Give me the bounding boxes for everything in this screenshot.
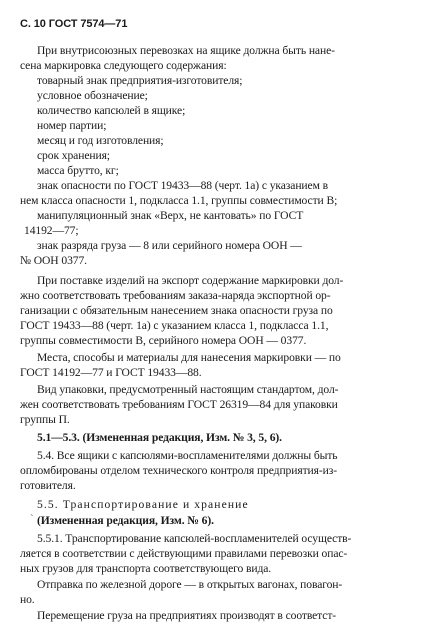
text-line: знак опасности по ГОСТ 19433—88 (черт. 1а) с указанием в [37, 179, 328, 192]
text-line: Отправка по железной дороге — в открытых вагонах, повагон- [37, 578, 343, 591]
text-line: знак разряда груза — 8 или серийного номера ООН — [37, 239, 302, 252]
text-line: жно соответствовать требованиям заказа-наряда экспортной ор- [20, 289, 331, 302]
text-line: 14192—77; [24, 224, 79, 237]
text-line: ганизации с обязательным нанесением знака опасности груза по [20, 304, 333, 317]
text-line: ГОСТ 14192—77 и ГОСТ 19433—88. [20, 366, 202, 379]
stray-mark: ` [30, 513, 34, 525]
text-line: ГОСТ 19433—88 (черт. 1а) с указанием класса 1, подкласса 1.1, [20, 319, 329, 332]
text-line: ляется в соответствии с действующими правилами перевозки опас- [20, 547, 348, 560]
text-line: условное обозначение; [37, 89, 148, 102]
text-line: нем класса опасности 1, подкласса 1.1, группы совместимости В; [20, 194, 338, 207]
text-line: манипуляционный знак «Верх, не кантовать» по ГОСТ [37, 209, 304, 222]
text-line: группы П. [20, 413, 70, 426]
text-line: Перемещение груза на предприятиях производят в соответст- [37, 609, 337, 622]
text-line: месяц и год изготовления; [37, 134, 164, 147]
text-line: 5.4. Все ящики с капсюлями-воспламенителями должны быть [37, 449, 338, 462]
text-line: готовителя. [20, 479, 76, 492]
amendment-note: (Измененная редакция, Изм. № 6). [37, 514, 214, 527]
text-line: При поставке изделий на экспорт содержание маркировки дол- [37, 274, 344, 287]
text-line: сена маркировка следующего содержания: [20, 59, 227, 72]
text-line: масса брутто, кг; [37, 164, 119, 177]
section-heading: 5.5. Транспортирование и хранение [37, 498, 249, 511]
text-line: При внутрисоюзных перевозках на ящике должна быть нане- [37, 44, 335, 57]
text-line: опломбированы отделом технического контроля предприятия-из- [20, 464, 337, 477]
text-line: ных грузов для транспорта соответствующего вида. [20, 562, 272, 575]
text-line: номер партии; [37, 119, 107, 132]
text-line: № ООН 0377. [20, 254, 87, 267]
text-line: Места, способы и материалы для нанесения маркировки — по [37, 351, 341, 364]
text-line: группы совместимости В, серийного номера ООН — 0377. [20, 334, 307, 347]
text-line: Вид упаковки, предусмотренный настоящим стандартом, дол- [37, 383, 339, 396]
text-line: жен соответствовать требованиям ГОСТ 26319—84 для упаковки [20, 398, 338, 411]
text-line: но. [20, 593, 35, 606]
amendment-note: 5.1—5.3. (Измененная редакция, Изм. № 3, 5, 6). [37, 431, 282, 444]
text-line: срок хранения; [37, 149, 110, 162]
page-header: С. 10 ГОСТ 7574—71 [20, 18, 128, 30]
text-line: 5.5.1. Транспортирование капсюлей-воспламенителей осуществ- [37, 532, 352, 545]
text-line: количество капсюлей в ящике; [37, 104, 186, 117]
text-line: товарный знак предприятия-изготовителя; [37, 74, 243, 87]
